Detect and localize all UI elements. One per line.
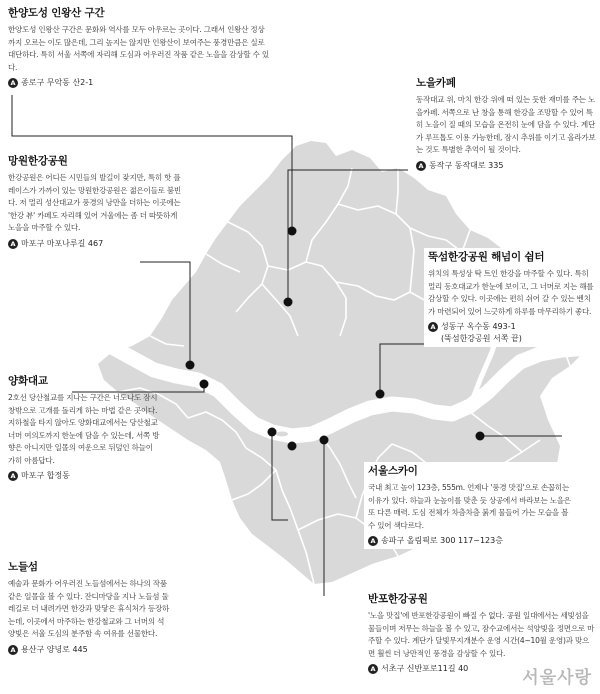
place-address — [368, 535, 574, 547]
dot-noeul-cafe — [284, 298, 293, 307]
place-title: 뚝섬한강공원 해넘이 쉼터 — [428, 251, 545, 263]
address-pin-icon: A — [416, 161, 426, 171]
place-title: 노들섬 — [8, 561, 38, 573]
dot-banpo — [288, 442, 297, 451]
place-description: 국내 최고 높이 123층, 555m. 언제나 '풍경 맛집'으로 손꼽히는 이유가 있다. 하늘과 눈높이를 맞춘 듯 상공에서 바라보는 노을은 또 다른 매력. 도심 전체가 차츰차츰 붉게 물들어 가는 모습을 볼 수 있어 색다르다. — [368, 483, 571, 530]
place-description: '노을 맛집'에 반포한강공원이 빠질 수 없다. 공원 일대에서는 세빛섬을 물들이며 저무는 하늘을 볼 수 있고, 잠수교에서는 석양빛을 정면으로 마주할 수 있다. 계단가 달빛무지개분수 운영 시간(4~10월 운영)과 맞으면 훨씬 더 낭만적인 풍경을 감상할 수 있다. — [368, 611, 595, 658]
place-card-ttukseom — [424, 248, 600, 347]
dot-yanghwa — [200, 380, 209, 389]
place-description: 한강공원은 어디든 시민들의 발길이 잦지만, 특히 핫 플레이스가 가까이 있는 망원한강공원은 젊은이들로 붐빈다. 저 멀리 성산대교가 풍경의 낭만을 더하는 이곳에는 '한강 뷰' 카페도 자리해 있어 겨울에는 좀 더 따뜻하게 노을을 마주할 수 있다. — [8, 173, 181, 232]
place-card-nodeulseom — [4, 558, 174, 658]
address-pin-icon: A — [428, 322, 438, 332]
place-title: 노을카페 — [416, 77, 456, 89]
place-description: 2호선 당산철교를 지나는 구간은 너도나도 잠시 창밖으로 고개를 돌리게 하는 마법 같은 곳이다. 지하철을 타지 않아도 양화대교에서는 당산철교 너머 여의도까지 한눈에 담을 수 있는데, 서쪽 방향은 아니지만 일몰의 여운으로 뒤덮인 하늘이 가히 아름답다. — [8, 393, 160, 465]
address-line: 송파구 올림픽로 300 117~123층 — [381, 536, 503, 545]
place-card-yanghwa — [4, 372, 164, 484]
address-line: 종로구 무악동 산2-1 — [21, 78, 94, 87]
dot-ttukseom — [376, 390, 385, 399]
publisher-logo: 서울사랑 — [522, 668, 592, 688]
nodeul-island — [276, 432, 288, 437]
place-address — [8, 644, 170, 656]
address-pin-icon: A — [8, 471, 18, 481]
address-pin-icon: A — [368, 664, 378, 674]
address-line: (뚝섬한강공원 서쪽 끝) — [441, 334, 522, 343]
place-address — [8, 77, 270, 89]
place-card-noeul-cafe — [412, 74, 600, 174]
dot-banpo-2 — [320, 436, 329, 445]
address-line: 용산구 양녕로 445 — [21, 644, 88, 654]
place-description: 예술과 문화가 어우러진 노들섬에서는 하나의 작품 같은 일몰을 볼 수 있다. 잔디마당을 지나 노들섬 둘레길로 더 내려가면 한강과 맞닿은 휴식처가 등장하는데, 이곳에서 마주하는 한강철교와 그 너머의 석양빛은 서울 도심의 분주함 속 여유를 선물한다. — [8, 579, 170, 638]
address-line: 마포구 마포나루길 467 — [21, 238, 104, 248]
place-description: 위치의 특성상 탁 트인 한강을 마주할 수 있다. 특히 멀리 동호대교가 한눈에 보이고, 그 너머로 지는 해를 감상할 수 있다. 이곳에는 편히 쉬어 갈 수 있는 벤치가 마련되어 있어 느긋하게 하루를 마무리하기 좋다. — [428, 269, 594, 316]
dot-mangwon — [186, 361, 195, 370]
place-title: 반포한강공원 — [368, 593, 428, 605]
place-address — [428, 321, 596, 345]
address-line: 성동구 옥수동 493-1 — [441, 322, 516, 331]
address-pin-icon: A — [368, 536, 378, 546]
address-line: 서초구 신반포로11길 40 — [381, 664, 469, 673]
place-description: 동작대교 위, 마치 한강 위에 떠 있는 듯한 재미를 주는 노을카페. 서쪽으로 난 창을 통해 한강을 조망할 수 있어 특히 노을이 질 때의 모습을 온전히 눈에 담을 수 있다. 계단가 루프톱도 이용 가능한데, 잠시 추위를 이기고 올라가보는 것도 특별한 추억이 될 것이다. — [416, 95, 596, 154]
place-title: 서울스카이 — [368, 465, 418, 477]
place-title: 한양도성 인왕산 구간 — [8, 7, 105, 19]
address-pin-icon: A — [8, 78, 18, 88]
place-card-hanyang — [4, 4, 274, 91]
dot-seoul-sky — [476, 432, 485, 441]
dot-hanyang — [288, 227, 297, 236]
place-description: 한양도성 인왕산 구간은 문화와 역사를 모두 아우르는 곳이다. 그래서 인왕산 정상까지 오르는 이도 많은데, 그리 높지는 않지만 인왕산이 보여주는 풍경만큼은 실로 대단하다. 특히 서울 서쪽에 자리해 도심과 어우러진 작품 같은 노을을 감상할 수 있다. — [8, 25, 269, 72]
address-pin-icon: A — [8, 239, 18, 249]
place-address — [8, 470, 160, 482]
place-address — [8, 238, 186, 250]
place-title: 망원한강공원 — [8, 155, 68, 167]
place-card-seoul-sky — [364, 462, 578, 549]
dot-nodeulseom — [268, 428, 277, 437]
address-line: 동작구 동작대로 335 — [429, 160, 504, 170]
place-address — [416, 160, 596, 172]
address-pin-icon: A — [8, 645, 18, 655]
address-line: 마포구 합정동 — [21, 471, 70, 480]
place-card-mangwon — [4, 152, 190, 252]
place-title: 양화대교 — [8, 375, 48, 387]
